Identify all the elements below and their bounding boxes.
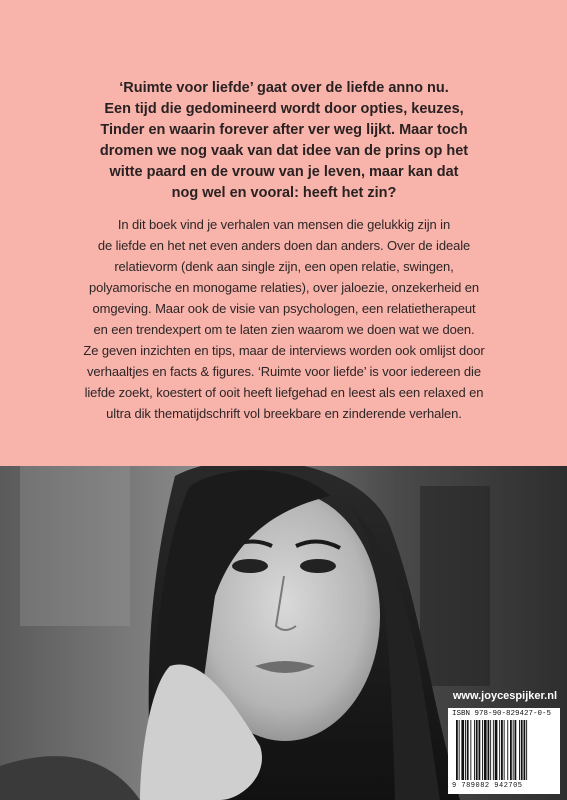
barcode-bars <box>454 720 554 780</box>
body-line: en een trendexpert om te laten zien waarom we doen wat we doen. <box>93 322 475 337</box>
intro-line: dromen we nog vaak van dat idee van de prins op het <box>99 143 469 159</box>
intro-line: witte paard en de vrouw van je leven, maar kan dat <box>109 164 459 180</box>
body-line: de liefde en het net even anders doen dan anders. Over de ideale <box>97 238 471 253</box>
website-url[interactable]: www.joycespijker.nl <box>452 690 557 702</box>
description-paragraph <box>44 214 524 424</box>
intro-line: Tinder en waarin forever after ver weg lijkt. Maar toch <box>100 122 468 138</box>
intro-line: Een tijd die gedomineerd wordt door opties, keuzes, <box>104 101 464 117</box>
body-line: polyamorische en monogame relaties), over jaloezie, onzekerheid en <box>88 280 480 295</box>
body-line: In dit boek vind je verhalen van mensen die gelukkig zijn in <box>117 217 451 232</box>
body-line: relatievorm (denk aan single zijn, een open relatie, swingen, <box>114 259 454 274</box>
barcode-digits: 9 789082 942705 <box>452 782 523 790</box>
isbn-barcode <box>448 708 560 794</box>
body-line: Ze geven inzichten en tips, maar de interviews worden ook omlijst door <box>83 343 485 358</box>
body-line: liefde zoekt, koestert of ooit heeft liefgehad en leest als een relaxed en <box>84 385 484 400</box>
intro-paragraph <box>60 78 508 204</box>
body-line: verhaaltjes en facts & figures. ‘Ruimte voor liefde’ is voor iedereen die <box>87 364 481 379</box>
intro-line: ‘Ruimte voor liefde’ gaat over de liefde anno nu. <box>119 80 449 96</box>
body-line: omgeving. Maar ook de visie van psychologen, een relatietherapeut <box>92 301 476 316</box>
isbn-label: ISBN 978-90-829427-0-5 <box>452 710 552 718</box>
intro-line: nog wel en vooral: heeft het zin? <box>171 185 397 201</box>
body-line: ultra dik thematijdschrift vol breekbare en zinderende verhalen. <box>106 406 462 421</box>
